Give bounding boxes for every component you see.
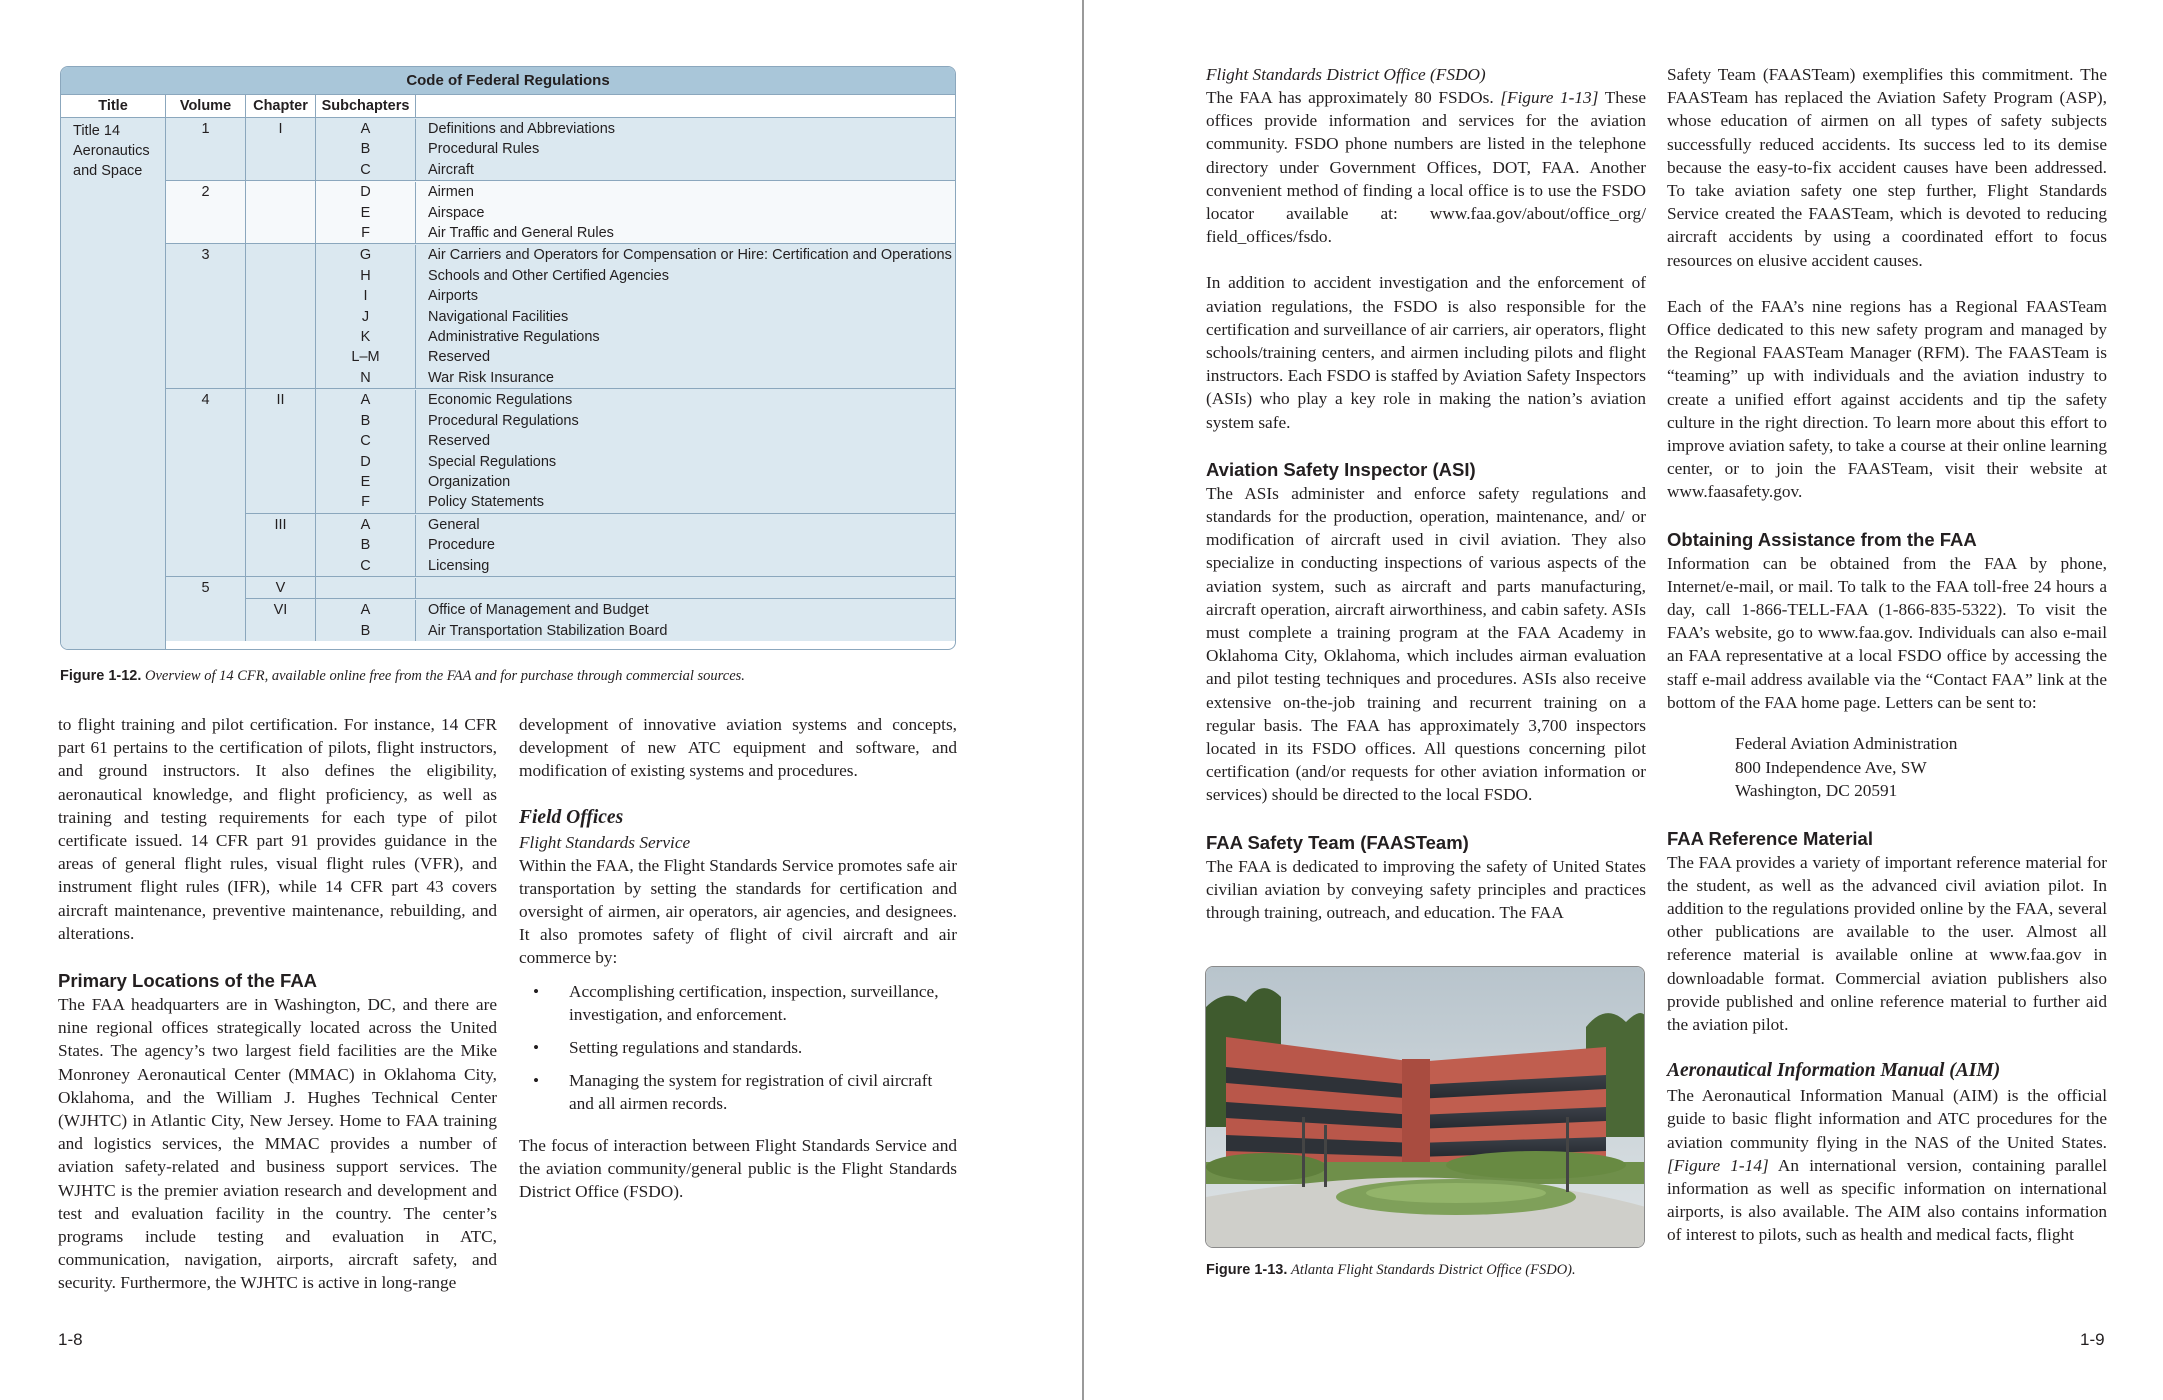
- table-row: [316, 119, 955, 139]
- text-run: These offices provide information and services for the aviation community. FSDO phone numbers are listed in the telephone directory under Government Offices, DOT, FAA. Another convenient method of finding a local office is to use the FSDO locator available at: www.faa.gov/about/office_org/ field_offices/fsdo.: [1206, 88, 1646, 247]
- table-row: [316, 556, 955, 576]
- table-header-row: [61, 95, 955, 118]
- table-row: [316, 600, 955, 620]
- subchapter-cell: B: [316, 621, 416, 641]
- subchapter-name: Office of Management and Budget: [428, 602, 649, 619]
- subchapter-cell: F: [316, 492, 416, 512]
- text-run: The FAA has approximately 80 FSDOs.: [1206, 88, 1501, 107]
- table-row: [316, 286, 955, 306]
- chapter-group: [246, 181, 955, 243]
- volume-cell: 4: [166, 389, 246, 576]
- subchapter-cell: D: [316, 452, 416, 472]
- header-chapter: Chapter: [246, 95, 316, 117]
- volume-cell: 1: [166, 118, 246, 180]
- chapter-cell: III: [246, 514, 316, 576]
- subchapter-name: War Risk Insurance: [428, 369, 554, 386]
- subchapter-name: General: [428, 516, 480, 533]
- paragraph: [1206, 86, 1646, 248]
- subchapter-name: Procedure: [428, 537, 495, 554]
- table-row: [316, 535, 955, 555]
- table-row: [316, 245, 955, 265]
- table-row: [316, 327, 955, 347]
- subchapter-name: Definitions and Abbreviations: [428, 121, 616, 137]
- subchapter-name: Schools and Other Certified Agencies: [428, 267, 669, 284]
- table-row: [316, 160, 955, 180]
- section-heading: Primary Locations of the FAA: [58, 970, 318, 992]
- list-item: • Setting regulations and standards.: [519, 1036, 957, 1059]
- header-blank: [416, 95, 955, 117]
- subchapter-name: Policy Statements: [428, 494, 545, 511]
- table-row: [316, 368, 955, 388]
- table-row: [316, 411, 955, 431]
- figure-label: Figure 1-13.: [1206, 1262, 1288, 1278]
- figure-reference: [Figure 1-13]: [1500, 88, 1599, 107]
- subchapter-name: Licensing: [428, 557, 490, 574]
- title-line: Title 14: [73, 123, 121, 139]
- subchapter-name: Reserved: [428, 433, 491, 450]
- subchapter-name: Airmen: [428, 184, 474, 201]
- chapter-cell: V: [246, 577, 316, 598]
- volume-cell: 2: [166, 181, 246, 243]
- volume-area: [166, 118, 955, 649]
- text-run: The Aeronautical Information Manual (AIM) is the official guide to basic flight information and ATC procedures for the aviation community flying in the NAS of the United States.: [1667, 1086, 2107, 1152]
- section-heading: Aeronautical Information Manual (AIM): [1667, 1060, 2001, 1082]
- subchapter-cell: A: [316, 119, 416, 139]
- chapter-cell: II: [246, 389, 316, 512]
- subchapter-name: Navigational Facilities: [428, 308, 569, 325]
- subchapter-name: Reserved: [428, 349, 491, 366]
- subheading: Flight Standards Service: [519, 832, 691, 852]
- table-row: [316, 492, 955, 512]
- subchapter-cell: C: [316, 160, 416, 180]
- volume-group: [166, 181, 955, 244]
- subchapter-cell: E: [316, 472, 416, 492]
- subchapter-name: Air Traffic and General Rules: [428, 225, 614, 242]
- subchapter-name: Aircraft: [428, 161, 474, 178]
- subchapter-name: Organization: [428, 473, 511, 490]
- subheading: Flight Standards District Office (FSDO): [1206, 65, 1486, 84]
- volume-cell: 5: [166, 577, 246, 641]
- subchapter-cell: B: [316, 139, 416, 159]
- figure-caption: [60, 668, 745, 685]
- paragraph: [1667, 1084, 2107, 1246]
- subchapter-name: Procedural Regulations: [428, 412, 579, 429]
- left-column-2: [519, 713, 957, 1203]
- subchapter-cell: D: [316, 182, 416, 202]
- chapter-group: [246, 118, 955, 180]
- subchapter-cell: B: [316, 411, 416, 431]
- chapter-cell: [246, 244, 316, 388]
- cfr-table: [60, 66, 956, 650]
- subchapter-name: Air Transportation Stabilization Board: [428, 622, 668, 639]
- subchapter-cell: E: [316, 203, 416, 223]
- paragraph: Information can be obtained from the FAA by phone, Internet/e-mail, or mail. To talk to the FAA toll-free 24 hours a day, call 1-866-TELL-FAA (1-866-835-5322). To visit the FAA’s website, go to www.faa.gov. Individuals can also e-mail an FAA representative at a local FSDO office by accessing the staff e-mail address available via the “Contact FAA” link at the bottom of the FAA home page. Letters can be sent to:: [1667, 553, 2107, 712]
- chapter-group: [246, 513, 955, 576]
- list-item: • Accomplishing certification, inspection, surveillance, investigation, and enforcement.: [519, 980, 957, 1026]
- title-line: Aeronautics: [73, 143, 150, 159]
- table-row: [316, 515, 955, 535]
- title-line: and Space: [73, 163, 143, 179]
- chapter-group: [246, 598, 955, 641]
- table-row: [316, 390, 955, 410]
- subchapter-cell: A: [316, 515, 416, 535]
- table-row: [316, 203, 955, 223]
- right-column-2: [1667, 63, 2107, 1247]
- paragraph: Safety Team (FAASTeam) exemplifies this commitment. The FAASTeam has replaced the Aviation Safety Program (ASP), whose education of airmen on all types of safety subjects successfully reduced accidents. Its success led to its demise because the easy-to-fix accident causes have been addressed. To take aviation safety one step further, Flight Standards Service created the FAASTeam, which is devoted to reducing aircraft accidents by using a coordinated effort to focus resources on elusive accident causes.: [1667, 65, 2107, 270]
- subchapter-name: Procedural Rules: [428, 141, 540, 158]
- subchapter-cell: L–M: [316, 347, 416, 367]
- chapter-cell: I: [246, 118, 316, 180]
- paragraph: The focus of interaction between Flight Standards Service and the aviation community/general public is the Flight Standards District Office (FSDO).: [519, 1135, 957, 1202]
- chapter-cell: VI: [246, 599, 316, 641]
- subchapter-name: Administrative Regulations: [428, 329, 600, 346]
- page-number: 1-8: [58, 1330, 83, 1349]
- table-body: [61, 118, 955, 649]
- paragraph: The FAA provides a variety of important reference material for the student, as well as the advanced civil aviation pilot. In addition to the regulations provided online by the FAA, several other publications are available to the user. Almost all reference material is available online at www.faa.gov in downloadable format. Commercial aviation publishers also provide published and online reference material to further aid the aviation pilot.: [1667, 852, 2107, 1034]
- section-heading: Aviation Safety Inspector (ASI): [1206, 458, 1476, 480]
- bullet-list: [519, 980, 957, 1116]
- chapter-group: [246, 577, 955, 598]
- subchapter-name: [416, 578, 955, 598]
- subchapter-cell: H: [316, 266, 416, 286]
- section-heading: FAA Safety Team (FAASTeam): [1206, 831, 1469, 853]
- mailing-address: [1735, 732, 2107, 803]
- table-row: [316, 621, 955, 641]
- figure-caption: [1206, 1262, 1576, 1279]
- subchapter-cell: A: [316, 600, 416, 620]
- section-heading: Field Offices: [519, 806, 624, 828]
- table-row: [316, 431, 955, 451]
- table-caption: Code of Federal Regulations: [61, 67, 955, 95]
- header-volume: Volume: [166, 95, 246, 117]
- subchapter-name: Airports: [428, 288, 478, 305]
- list-item: • Managing the system for registration of civil aircraft and all airmen records.: [519, 1069, 957, 1115]
- left-column-1: [58, 713, 497, 1295]
- subchapter-name: Airspace: [428, 204, 485, 221]
- subchapter-cell: C: [316, 431, 416, 451]
- table-row: [316, 266, 955, 286]
- chapter-cell: [246, 181, 316, 243]
- subchapter-cell: G: [316, 245, 416, 265]
- table-row: [316, 139, 955, 159]
- title-cell: [61, 118, 166, 649]
- paragraph: The FAA headquarters are in Washington, DC, and there are nine regional offices strategically located across the United States. The agency’s two largest field facilities are the Mike Monroney Aeronautical Center (MMAC) in Oklahoma City, Oklahoma, and the William J. Hughes Technical Center (WJHTC) in Atlantic City, New Jersey. Home to FAA training and logistics services, the MMAC provides a number of aviation safety-related and business support services. The WJHTC is the premier aviation research and development and test and evaluation facility in the country. The center’s programs include testing and evaluation in ATC, communication, navigation, airports, aircraft safety, and security. Furthermore, the WJHTC is active in long-range: [58, 995, 497, 1293]
- subchapter-cell: A: [316, 390, 416, 410]
- address-line: Washington, DC 20591: [1735, 781, 1898, 801]
- volume-group: [166, 118, 955, 181]
- subchapter-cell: K: [316, 327, 416, 347]
- paragraph: Within the FAA, the Flight Standards Service promotes safe air transportation by setting the standards for certification and oversight of airmen, air operators, air agencies, and designees. It also promotes safety of flight of civil aircraft and air commerce by:: [519, 855, 957, 968]
- figure-label: Figure 1-12.: [60, 668, 142, 684]
- header-title: Title: [61, 95, 166, 117]
- section-heading: FAA Reference Material: [1667, 827, 1873, 849]
- section-heading: Obtaining Assistance from the FAA: [1667, 528, 1977, 550]
- address-line: Federal Aviation Administration: [1735, 734, 1958, 754]
- subchapter-cell: F: [316, 223, 416, 243]
- volume-group: [166, 389, 955, 577]
- volume-cell: 3: [166, 244, 246, 388]
- table-row: [316, 307, 955, 327]
- paragraph: Each of the FAA’s nine regions has a Regional FAASTeam Office dedicated to this new safety program and managed by the Regional FAASTeam Manager (RFM). The FAASTeam is “teaming” up with individuals and the aviation industry to create a unified effort against accidents and tip the safety culture in the right direction. To learn more about this effort to improve aviation safety, to take a course at their online learning center, or to join the FAASTeam, visit their website at www.faasafety.gov.: [1667, 296, 2107, 502]
- subchapter-name: Special Regulations: [428, 453, 557, 470]
- figure-reference: [Figure 1-14]: [1667, 1155, 1769, 1175]
- paragraph: development of innovative aviation systems and concepts, development of new ATC equipment and software, and modification of existing systems and procedures.: [519, 715, 957, 781]
- subchapter-cell: [316, 578, 416, 598]
- fsdo-building-photo: [1205, 966, 1645, 1248]
- table-row: [316, 452, 955, 472]
- building-illustration: [1206, 967, 1645, 1248]
- figure-text: Overview of 14 CFR, available online free from the FAA and for purchase through commercial sources.: [145, 668, 745, 684]
- subchapter-cell: I: [316, 286, 416, 306]
- table-row: [316, 223, 955, 243]
- header-subchapters: Subchapters: [316, 95, 416, 117]
- paragraph: to flight training and pilot certification. For instance, 14 CFR part 61 pertains to the certification of pilots, flight instructors, and ground instructors. It also defines the eligibility, aeronautical knowledge, and flight proficiency, as well as training and testing requirements for each type of pilot certificate issued. 14 CFR part 91 provides guidance in the areas of general flight rules, visual flight rules (VFR), and instrument flight rules (IFR), while 14 CFR part 43 covers aircraft maintenance, preventive maintenance, rebuilding, and alterations.: [58, 715, 497, 943]
- subchapter-name: Economic Regulations: [428, 392, 573, 409]
- chapter-group: [246, 244, 955, 388]
- page-divider: [1082, 0, 1084, 1400]
- right-column-1: [1206, 63, 1646, 924]
- subchapter-name: Air Carriers and Operators for Compensation or Hire: Certification and Operations: [428, 247, 952, 264]
- volume-group: [166, 244, 955, 389]
- address-line: 800 Independence Ave, SW: [1735, 757, 1927, 777]
- text-run: An international version, containing parallel information as well as specific information on international airports, is also available. The AIM also contains information of interest to pilots, such as health and medical facts, flight: [1667, 1155, 2108, 1245]
- subchapter-cell: J: [316, 307, 416, 327]
- chapter-group: [246, 389, 955, 512]
- subchapter-cell: N: [316, 368, 416, 388]
- page-number: 1-9: [2080, 1330, 2105, 1349]
- paragraph: The FAA is dedicated to improving the safety of United States civilian aviation by conveying safety principles and practices through training, outreach, and education. The FAA: [1206, 856, 1646, 923]
- paragraph: In addition to accident investigation and the enforcement of aviation regulations, the FSDO is also responsible for the certification and surveillance of air carriers, air operators, flight schools/training centers, and airmen including pilots and flight instructors. Each FSDO is staffed by Aviation Safety Inspectors (ASIs) who play a key role in making the nation’s aviation system safe.: [1206, 273, 1646, 432]
- subchapter-cell: B: [316, 535, 416, 555]
- figure-text: Atlanta Flight Standards District Office (FSDO).: [1291, 1262, 1576, 1278]
- table-row: [316, 182, 955, 202]
- table-row: [316, 472, 955, 492]
- paragraph: The ASIs administer and enforce safety regulations and standards for the production, operation, maintenance, and/ or modification of aircraft used in civil aviation. They also specialize in conducting inspections of various aspects of the aviation system, such as aircraft and parts manufacturing, aircraft operation, aircraft airworthiness, and cabin safety. ASIs must complete a training program at the FAA Academy in Oklahoma City, Oklahoma, which includes airman evaluation and pilot testing techniques and procedures. ASIs also receive extensive on-the-job training and recurrent training on a regular basis. The FAA has approximately 3,700 inspectors located in its FSDO offices. All questions concerning pilot certification (and/or requests for other aviation information or services) should be directed to the local FSDO.: [1206, 483, 1646, 805]
- table-row: [316, 578, 955, 598]
- subchapter-cell: C: [316, 556, 416, 576]
- volume-group: [166, 577, 955, 641]
- table-row: [316, 347, 955, 367]
